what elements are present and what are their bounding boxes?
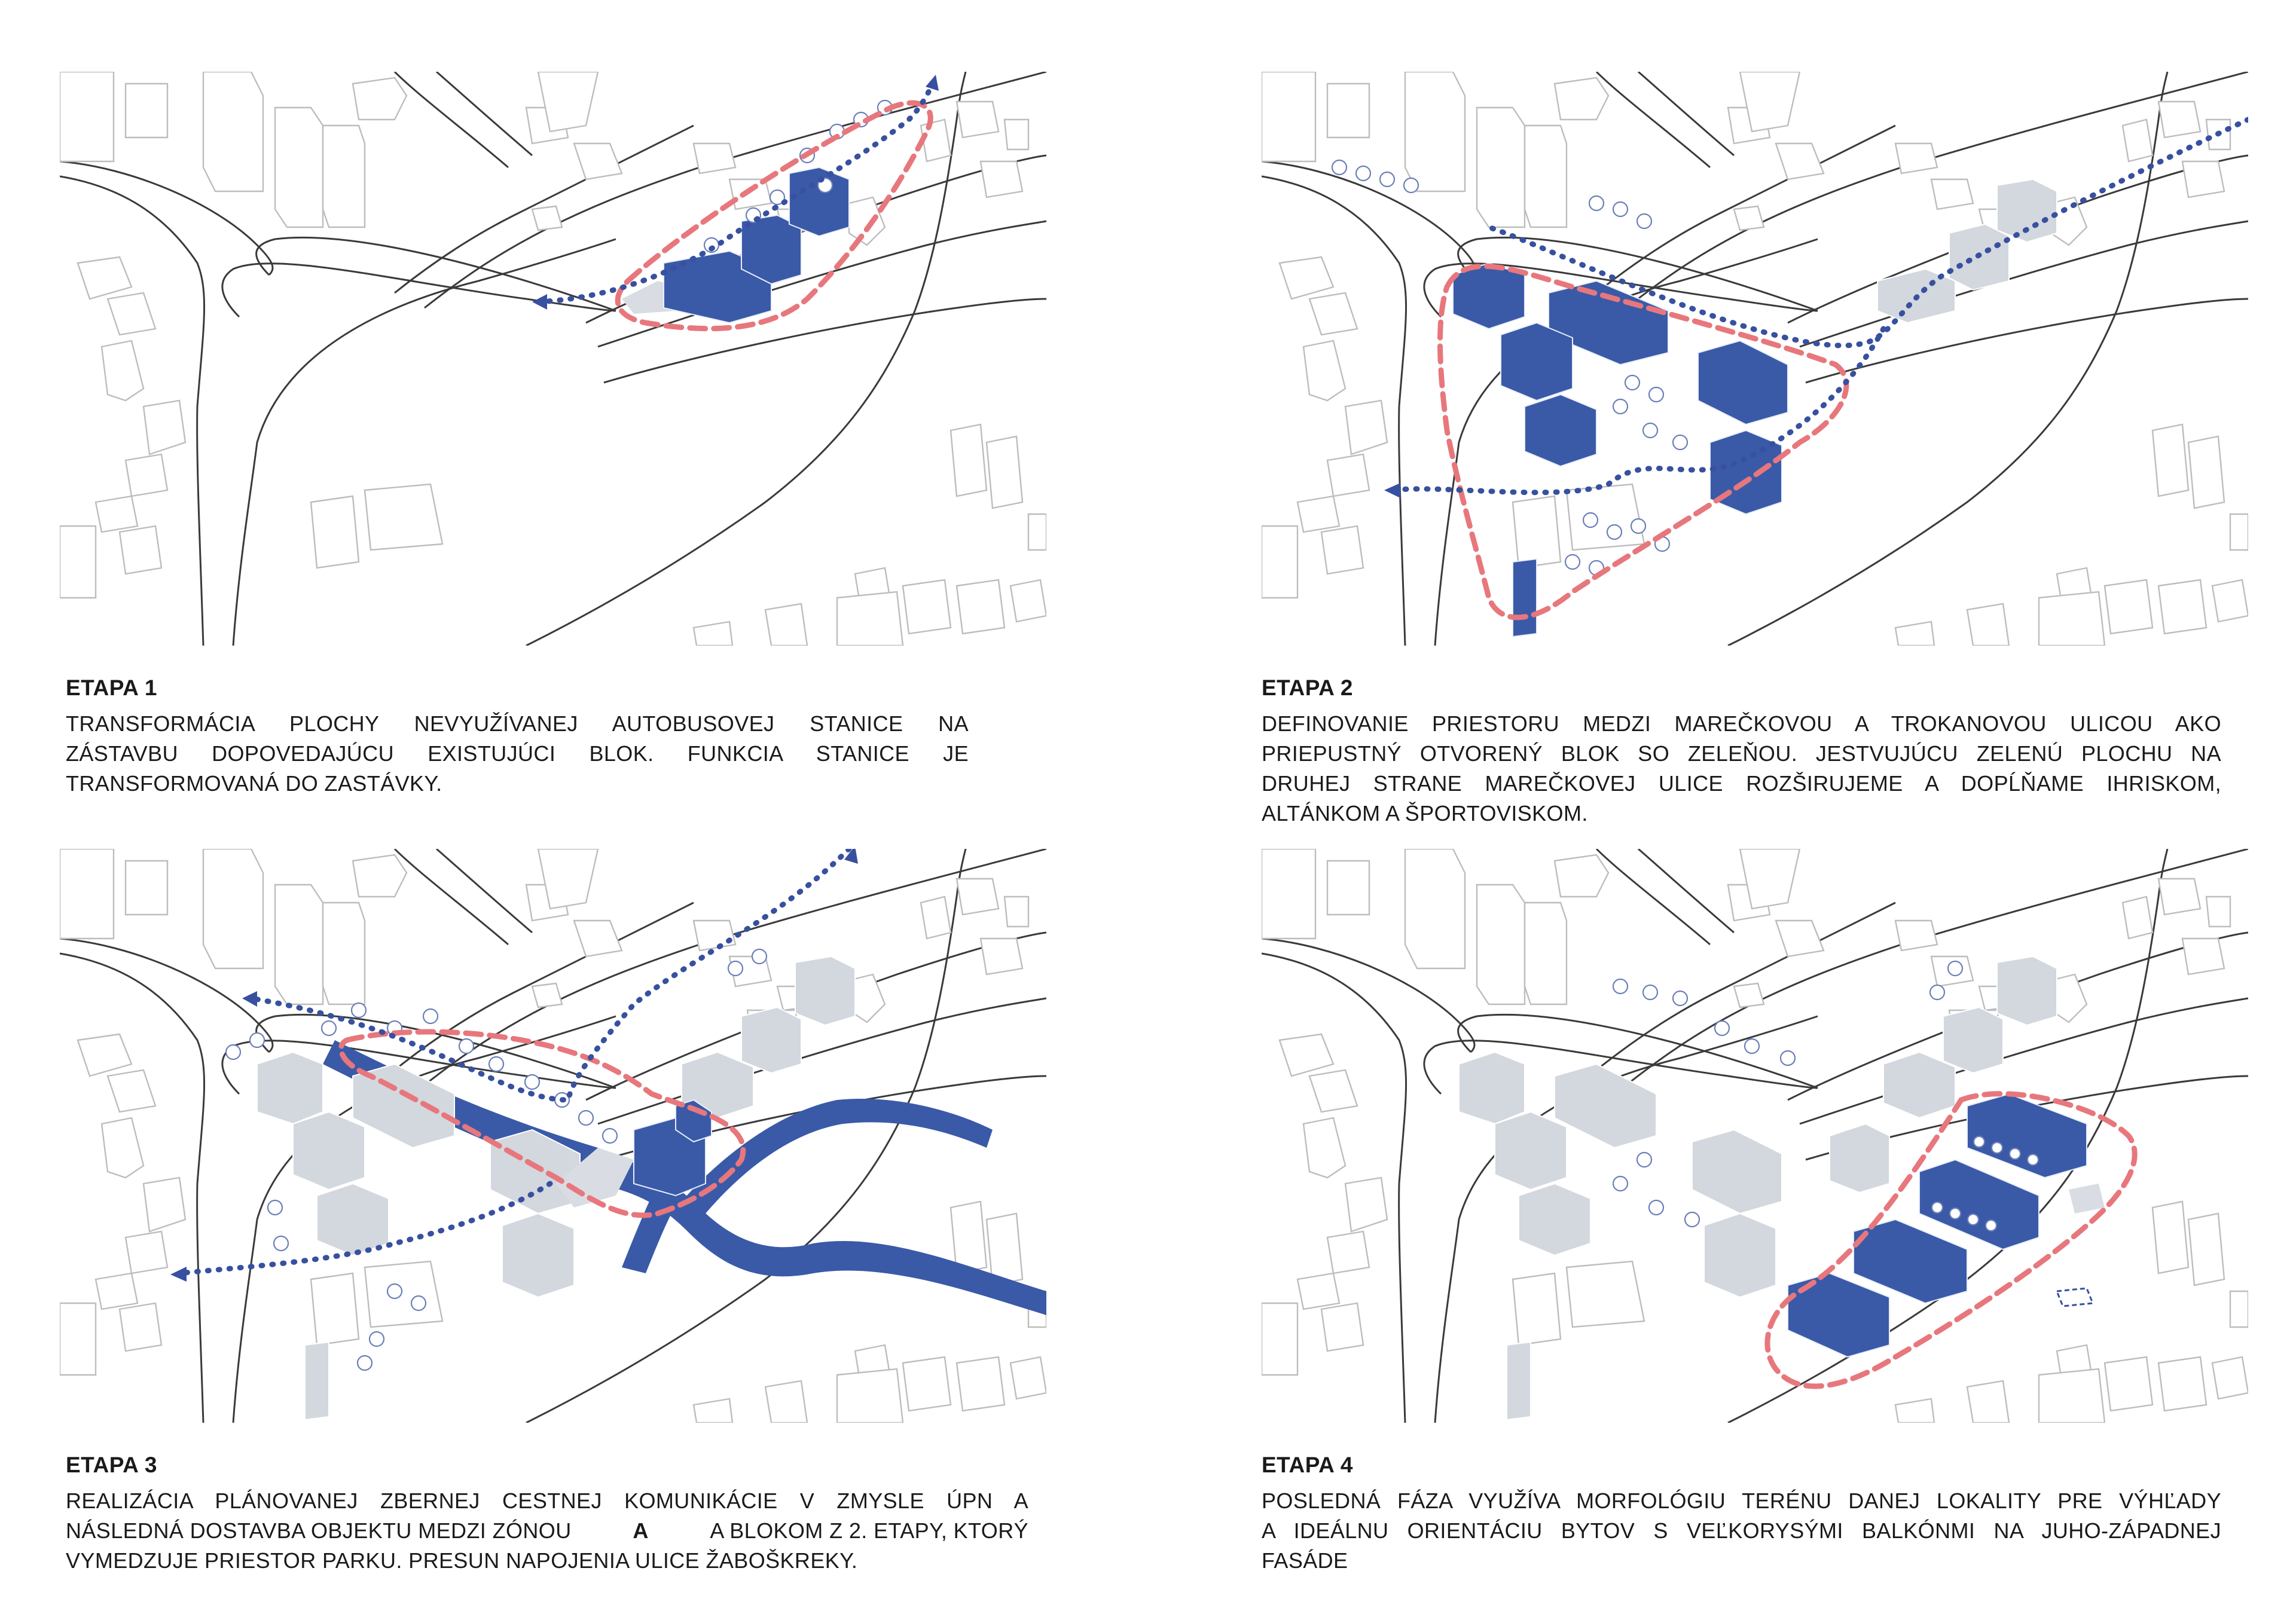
stage-1-line-3: TRANSFORMOVANÁ DO ZASTÁVKY. (66, 771, 442, 796)
stage-4-caption (1262, 1453, 2221, 1576)
stage-2-line-1: DEFINOVANIE PRIESTORU MEDZI MAREČKOVOU A TROKANOVOU ULICOU AKO (1262, 711, 2221, 736)
stage-4-parking (2057, 1288, 2093, 1306)
stage-1-caption (66, 676, 969, 799)
stage-3-line-3: VYMEDZUJE PRIESTOR PARKU. PRESUN NAPOJENIA ULICE ŽABOŠKREKY. (66, 1548, 858, 1573)
stage-3-line-1: REALIZÁCIA PLÁNOVANEJ ZBERNEJ CESTNEJ KOMUNIKÁCIE V ZMYSLE ÚPN A (66, 1488, 1028, 1513)
stage-3-zone-label: A (633, 1518, 649, 1543)
stage-2-building-4 (1525, 395, 1596, 466)
stage-4-new-buildings (1788, 1094, 2087, 1357)
stage-2-building-3 (1501, 323, 1573, 401)
stage-4-title: ETAPA 4 (1262, 1453, 1353, 1477)
stage-3-title: ETAPA 3 (66, 1453, 157, 1477)
stage-1-path-arrow-north (926, 75, 939, 91)
stage-3-existing-new-buildings (257, 956, 855, 1420)
stage-1-title: ETAPA 1 (66, 676, 157, 700)
stage-4-building-4 (1788, 1273, 1889, 1357)
stage-4-terrace (2069, 1184, 2105, 1214)
stage-3-map (60, 849, 1046, 1423)
stage-2-line-4: ALTÁNKOM A ŠPORTOVISKOM. (1262, 801, 1588, 826)
stage-3-caption (66, 1453, 1028, 1576)
stage-3-path-arrow-west (242, 991, 257, 1007)
stage-2-title: ETAPA 2 (1262, 676, 1353, 700)
stage-3-line-2: NÁSLEDNÁ DOSTAVBA OBJEKTU MEDZI ZÓNOU (66, 1518, 572, 1543)
stage-1-line-2: ZÁSTAVBU DOPOVEDAJÚCU EXISTUJÚCI BLOK. FUNKCIA STANICE JE (66, 741, 969, 766)
stage-2-building-5 (1698, 341, 1788, 424)
stage-4-map (1262, 849, 2248, 1423)
stage-1-path-arrow-west (532, 294, 547, 310)
stage-1-line-1: TRANSFORMÁCIA PLOCHY NEVYUŽÍVANEJ AUTOBUSOVEJ STANICE NA (66, 711, 969, 736)
stage-3-line-2-rest: A BLOKOM Z 2. ETAPY, KTORÝ (710, 1518, 1028, 1543)
stage-1-map (60, 72, 1046, 646)
stage-2-path-arrow-west (1384, 483, 1400, 498)
stage-4-line-1: POSLEDNÁ FÁZA VYUŽÍVA MORFOLÓGIU TERÉNU DANEJ LOKALITY PRE VÝHĽADY (1262, 1488, 2221, 1513)
stage-2-new-buildings (1453, 263, 1788, 637)
stage-1-building-c (789, 167, 849, 236)
stage-4-line-3: FASÁDE (1262, 1548, 1348, 1573)
stage-2-caption (1262, 676, 2221, 829)
stage-4-line-2: A IDEÁLNU ORIENTÁCIU BYTOV S VEĽKORYSÝMI BALKÓNMI NA JUHO-ZÁPADNEJ (1262, 1518, 2221, 1543)
stage-3-path-arrow-southwest (170, 1267, 187, 1282)
stage-2-building-7 (1513, 559, 1537, 637)
stage-2-line-3: DRUHEJ STRANE MAREČKOVEJ ULICE ROZŠIRUJEME A DOPĹŇAME IHRISKOM, (1262, 771, 2221, 796)
stage-2-map (1262, 72, 2248, 646)
stage-3-line-2-wrap (66, 1516, 1028, 1546)
stage-2-line-2: PRIEPUSTNÝ OTVORENÝ BLOK SO ZELEŇOU. JESTVUJÚCU ZELENÚ PLOCHU NA (1262, 741, 2221, 766)
